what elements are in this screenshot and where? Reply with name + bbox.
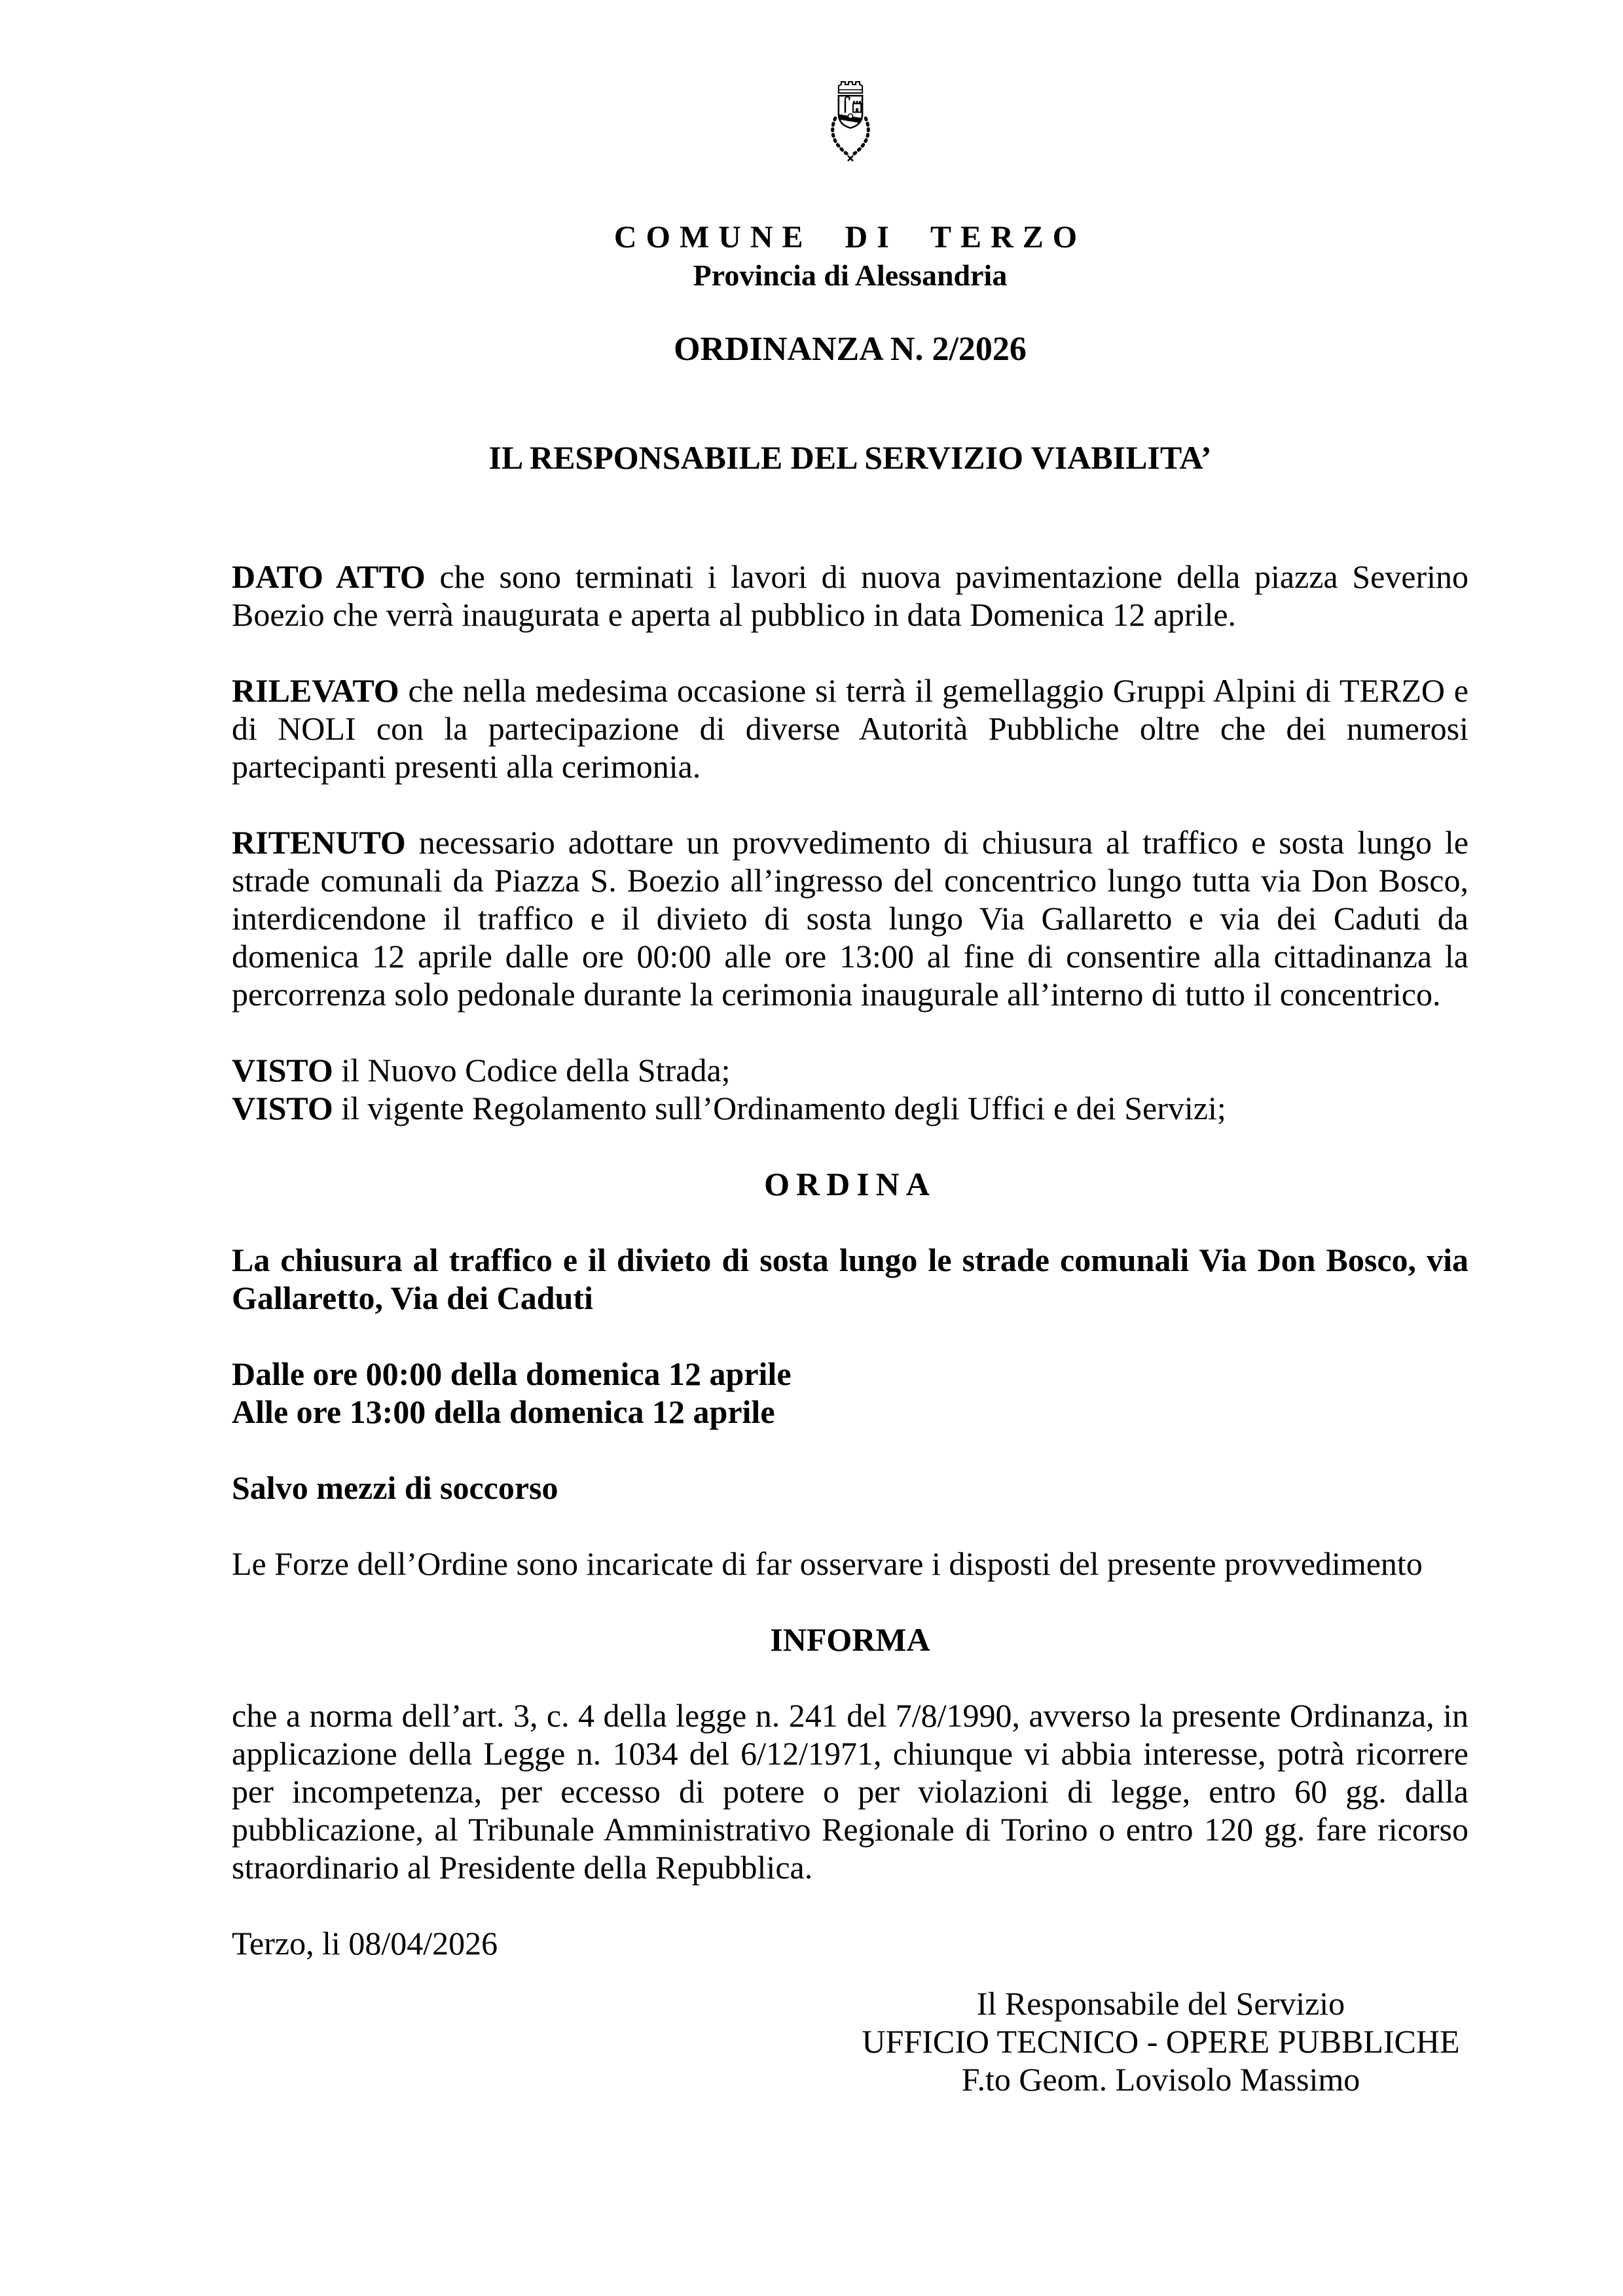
order-from-line: Dalle ore 00:00 della domenica 12 aprile [232, 1355, 792, 1392]
visto-list [232, 1051, 1468, 1127]
signature-office: UFFICIO TECNICO - OPERE PUBBLICHE [862, 2023, 1460, 2060]
province-name: Provincia di Alessandria [693, 259, 1008, 292]
signature-role: Il Responsabile del Servizio [976, 1985, 1345, 2022]
informa-text: che a norma dell’art. 3, c. 4 della legge n. 241 del 7/8/1990, avverso la presente Ordinanza, in applicazione della Legge n. 1034 del 6/12/1971, chiunque vi abbia interesse, potrà ricorrere per incompetenza, per eccesso di potere o per violazioni di legge, entro 60 gg. dalla pubblicazione, al Tribunale Amministrativo Regionale di Torino o entro 120 gg. fare ricorso straordinario al Presidente della Repubblica. [232, 1697, 1468, 1886]
order-text: La chiusura al traffico e il divieto di sosta lungo le strade comunali Via Don Bosco, via Gallaretto, Via dei Caduti [232, 1242, 1468, 1316]
visto-text: il Nuovo Codice della Strada; [333, 1052, 731, 1088]
enforcement-text: Le Forze dell’Ordine sono incaricate di far osservare i disposti del presente provvedimento [232, 1545, 1423, 1582]
ordina-heading: ORDINA [764, 1166, 936, 1202]
paragraph-lead: RILEVATO [232, 672, 399, 709]
paragraph-lead: DATO ATTO [232, 558, 426, 595]
signature-name: F.to Geom. Lovisolo Massimo [961, 2061, 1360, 2098]
order-exception: Salvo mezzi di soccorso [232, 1469, 558, 1506]
paragraph-text: necessario adottare un provvedimento di chiusura al traffico e sosta lungo le strade comunali da Piazza S. Boezio all’ingresso del concentrico lungo tutta via Don Bosco, interdicendone il traffico e il divieto di sosta lungo Via Gallaretto e via dei Caduti da domenica 12 aprile dalle ore 00:00 alle ore 13:00 al fine di consentire alla cittadinanza la percorrenza solo pedonale durante la cerimonia inaugurale all’interno di tutto il concentrico. [232, 824, 1468, 1013]
paragraph-rilevato [232, 672, 1468, 785]
place-date: Terzo, li 08/04/2026 [232, 1925, 498, 1962]
municipal-crest-icon [820, 77, 881, 166]
paragraph-text: che sono terminati i lavori di nuova pavimentazione della piazza Severino Boezio che verrà inaugurata e aperta al pubblico in data Domenica 12 aprile. [232, 558, 1469, 633]
paragraph-lead: RITENUTO [232, 824, 406, 861]
order-to-line: Alle ore 13:00 della domenica 12 aprile [232, 1393, 775, 1430]
paragraph-text: che nella medesima occasione si terrà il gemellaggio Gruppi Alpini di TERZO e di NOLI con la partecipazione di diverse Autorità Pubbliche oltre che dei numerosi partecipanti presenti alla cerimonia. [232, 672, 1468, 785]
municipality-name: COMUNE DI TERZO [613, 220, 1087, 255]
visto-lead: VISTO [232, 1090, 333, 1126]
paragraph-ritenuto [232, 823, 1468, 1013]
visto-lead: VISTO [232, 1052, 333, 1088]
issuer-title: IL RESPONSABILE DEL SERVIZIO VIABILITA’ [488, 439, 1212, 476]
informa-heading: INFORMA [770, 1621, 930, 1658]
order-times [232, 1355, 1468, 1431]
signature-block [853, 1984, 1468, 2098]
ordinance-number: ORDINANZA N. 2/2026 [674, 331, 1027, 368]
visto-line [232, 1089, 1468, 1127]
visto-line [232, 1051, 1468, 1089]
visto-text: il vigente Regolamento sull’Ordinamento degli Uffici e dei Servizi; [333, 1090, 1226, 1126]
paragraph-dato-atto [232, 558, 1468, 634]
